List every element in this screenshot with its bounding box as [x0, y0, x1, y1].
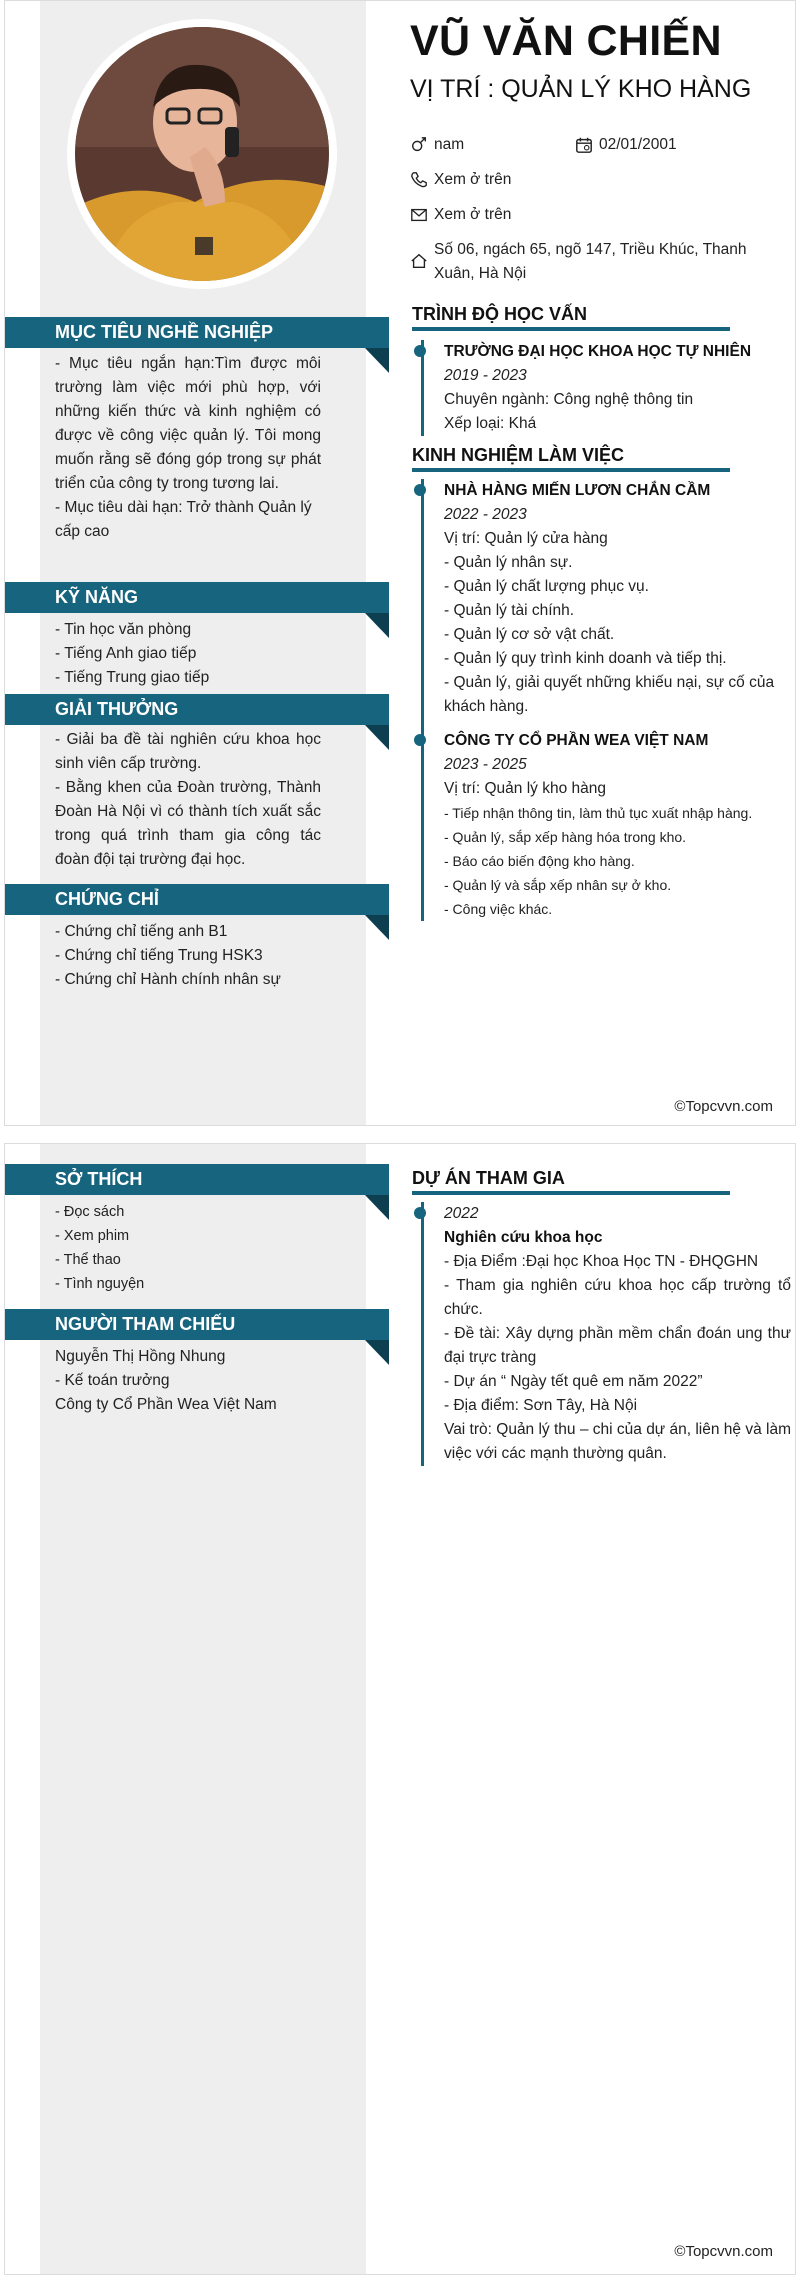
skills-title: KỸ NĂNG — [5, 582, 389, 613]
phone-value: Xem ở trên — [434, 171, 512, 188]
job-duty: - Quản lý nhân sự. — [444, 554, 573, 571]
short-term-objective: - Mục tiêu ngắn hạn:Tìm được môi trường làm việc mới phù hợp, với những kiến thức và kinh nghiệm có được về công việc quản lý. Tôi mong muốn rằng sẽ đóng góp trong sự phát triển của công ty trong tương lai. — [55, 355, 321, 492]
job-company: NHÀ HÀNG MIẾN LƯƠN CHẮN CẦM — [444, 482, 711, 499]
education-timeline — [421, 340, 751, 436]
hobby-item: - Xem phim — [55, 1228, 130, 1244]
timeline-dot — [414, 484, 426, 496]
hobbies-list — [55, 1200, 321, 1296]
education-item — [424, 340, 751, 436]
school-name: TRƯỜNG ĐẠI HỌC KHOA HỌC TỰ NHIÊN — [444, 343, 752, 360]
hobby-item: - Đọc sách — [55, 1204, 125, 1220]
project-role: Vai trò: Quản lý thu – chi của dự án, liên hệ và làm việc với các mạnh thường quân. — [444, 1421, 791, 1462]
experience-title: KINH NGHIỆM LÀM VIỆC — [412, 445, 730, 472]
gender-row — [410, 133, 464, 157]
skill-item: - Tiếng Anh giao tiếp — [55, 645, 197, 662]
project-location-2: - Địa điểm: Sơn Tây, Hà Nội — [444, 1397, 638, 1414]
job-period: 2022 - 2023 — [444, 506, 527, 523]
reference-company: Công ty Cổ Phần Wea Việt Nam — [55, 1396, 277, 1413]
awards-list — [55, 728, 321, 872]
education-major: Chuyên ngành: Công nghệ thông tin — [444, 391, 694, 408]
project-name: Nghiên cứu khoa học — [444, 1229, 603, 1246]
email-value: Xem ở trên — [434, 206, 512, 223]
birthdate-row — [575, 133, 677, 157]
experience-timeline — [421, 479, 791, 921]
home-icon — [410, 252, 428, 270]
job-duty: - Báo cáo biến động kho hàng. — [444, 853, 635, 869]
footer-watermark: ©Topcvvn.com — [674, 1098, 773, 1115]
skill-item: - Tin học văn phòng — [55, 621, 192, 638]
project-location: - Địa Điểm :Đại học Khoa Học TN - ĐHQGHN — [444, 1253, 759, 1270]
profile-photo-image — [75, 27, 329, 281]
certificates-list — [55, 920, 321, 992]
job-duty: - Quản lý, sắp xếp hàng hóa trong kho. — [444, 829, 687, 845]
cv-page-2 — [4, 1143, 796, 2275]
certificate-item: - Chứng chỉ tiếng anh B1 — [55, 923, 228, 940]
gender-value: nam — [434, 136, 465, 153]
job-role: Vị trí: Quản lý kho hàng — [444, 780, 606, 797]
projects-title: DỰ ÁN THAM GIA — [412, 1168, 730, 1195]
candidate-position: VỊ TRÍ : QUẢN LÝ KHO HÀNG — [410, 75, 752, 103]
hobby-item: - Tình nguyện — [55, 1276, 145, 1292]
job-period: 2023 - 2025 — [444, 756, 527, 773]
hobbies-title: SỞ THÍCH — [5, 1164, 389, 1195]
gender-icon — [410, 136, 428, 154]
address-value: Số 06, ngách 65, ngõ 147, Triều Khúc, Thanh Xuân, Hà Nội — [434, 241, 747, 282]
references-content — [55, 1345, 321, 1417]
phone-row — [410, 168, 511, 192]
email-row — [410, 203, 511, 227]
award-item: - Bằng khen của Đoàn trường, Thành Đoàn Hà Nội vì có thành tích xuất sắc trong quá trình tham gia công tác đoàn đội tại trường đại học. — [55, 779, 321, 868]
phone-icon — [410, 171, 428, 189]
career-objective-content — [55, 352, 321, 544]
award-item: - Giải ba đề tài nghiên cứu khoa học sinh viên cấp trường. — [55, 731, 321, 772]
job-duty: - Quản lý, giải quyết những khiếu nại, sự cố của khách hàng. — [444, 674, 775, 715]
projects-timeline — [421, 1202, 791, 1466]
project-participation: - Tham gia nghiên cứu khoa học cấp trường tổ chức. — [444, 1277, 791, 1318]
envelope-icon — [410, 206, 428, 224]
certificate-item: - Chứng chỉ tiếng Trung HSK3 — [55, 947, 263, 964]
hobby-item: - Thể thao — [55, 1252, 121, 1268]
job-item — [424, 479, 791, 719]
cv-page-1 — [4, 0, 796, 1126]
job-item — [424, 729, 791, 921]
certificate-item: - Chứng chỉ Hành chính nhân sự — [55, 971, 281, 988]
job-duty: - Quản lý quy trình kinh doanh và tiếp thị. — [444, 650, 727, 667]
job-duty: - Quản lý và sắp xếp nhân sự ở kho. — [444, 877, 672, 893]
education-title: TRÌNH ĐỘ HỌC VẤN — [412, 304, 730, 331]
reference-name: Nguyễn Thị Hồng Nhung — [55, 1348, 226, 1365]
project-item — [424, 1202, 791, 1466]
long-term-objective: - Mục tiêu dài hạn: Trở thành Quản lý cấp cao — [55, 499, 312, 540]
job-duty: - Tiếp nhận thông tin, làm thủ tục xuất nhập hàng. — [444, 805, 753, 821]
avatar — [67, 19, 337, 289]
calendar-icon — [575, 136, 593, 154]
job-duty: - Quản lý cơ sở vật chất. — [444, 626, 615, 643]
project-topic: - Đề tài: Xây dựng phần mềm chẩn đoán ung thư đại trực tràng — [444, 1325, 791, 1366]
timeline-dot — [414, 345, 426, 357]
skills-list — [55, 618, 321, 690]
address-row — [410, 238, 760, 286]
job-company: CÔNG TY CỔ PHẦN WEA VIỆT NAM — [444, 732, 709, 749]
timeline-dot — [414, 1207, 426, 1219]
reference-role: - Kế toán trưởng — [55, 1372, 170, 1389]
job-duty: - Quản lý tài chính. — [444, 602, 575, 619]
project-year: 2022 — [444, 1205, 479, 1222]
references-title: NGƯỜI THAM CHIẾU — [5, 1309, 389, 1340]
footer-watermark: ©Topcvvn.com — [674, 2243, 773, 2260]
job-role: Vị trí: Quản lý cửa hàng — [444, 530, 608, 547]
job-duty: - Công việc khác. — [444, 901, 553, 917]
timeline-dot — [414, 734, 426, 746]
certificates-title: CHỨNG CHỈ — [5, 884, 389, 915]
profile-photo — [75, 27, 329, 281]
awards-title: GIẢI THƯỞNG — [5, 694, 389, 725]
candidate-name: VŨ VĂN CHIẾN — [410, 17, 722, 65]
education-grade: Xếp loại: Khá — [444, 415, 537, 432]
birthdate-value: 02/01/2001 — [599, 136, 677, 153]
career-objective-title: MỤC TIÊU NGHỀ NGHIỆP — [5, 317, 389, 348]
project-2: - Dự án “ Ngày tết quê em năm 2022” — [444, 1373, 703, 1390]
education-period: 2019 - 2023 — [444, 367, 527, 384]
job-duty: - Quản lý chất lượng phục vụ. — [444, 578, 649, 595]
skill-item: - Tiếng Trung giao tiếp — [55, 669, 210, 686]
